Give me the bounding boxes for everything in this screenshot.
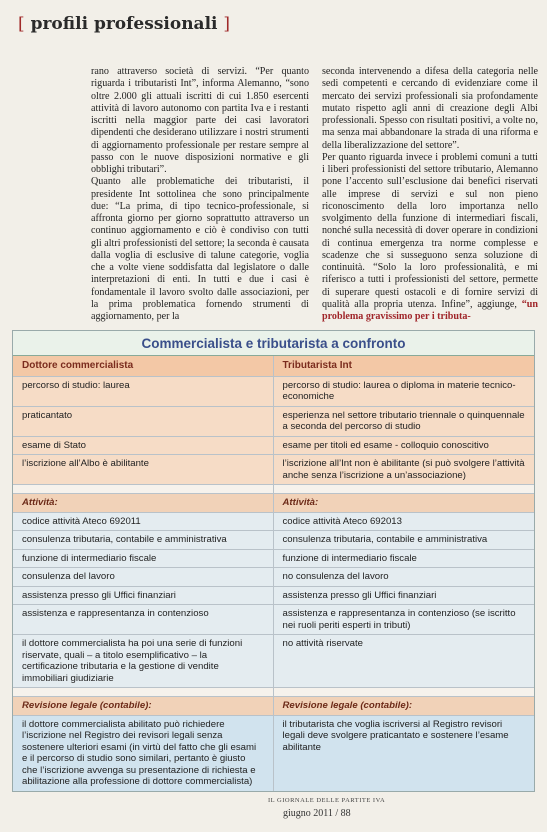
paragraph: Quanto alle problematiche dei tributaristi, il presidente Int sottolinea che sono principalmente due: “La prima, di tipo tecnico-professionale, si affronta giorno per giorno soprattutto attraverso un continuo aggiornamento e ciò è condiviso con tutti gli altri professionisti del settore; la seconda è causata dalla voglia di esclusive di talune categorie, voglia che a volte viene soddisfatta dal legislatore o dalle interpretazioni di enti. In tutti e due i casi è fondamentale il lavoro svolto dalle associazioni, per la prima problematica fornendo strumenti di aggiornamento, per la [91, 176, 309, 322]
section-title: profili professionali [30, 14, 218, 34]
table-row [13, 377, 534, 407]
table-row [13, 605, 534, 635]
table-row [13, 716, 534, 791]
table-cell: esame per titoli ed esame - colloquio conoscitivo [274, 437, 535, 455]
table-cell: consulenza tributaria, contabile e amministrativa [13, 531, 274, 549]
table-cell: codice attività Ateco 692013 [274, 513, 535, 531]
table-cell: esame di Stato [13, 437, 274, 455]
table-row [13, 550, 534, 569]
page-number: giugno 2011 / 88 [283, 808, 351, 819]
table-cell: l’iscrizione all’Albo è abilitante [13, 455, 274, 484]
table-cell: percorso di studio: laurea [13, 377, 274, 406]
table-row [13, 635, 534, 688]
table-header-row [13, 356, 534, 377]
table-row [13, 531, 534, 550]
paragraph: rano attraverso società di servizi. “Per quanto riguarda i tributaristi Int”, informa Alemanno, “sono oltre 2.000 gli attuali iscritti di cui 1.850 esercenti attività di lavoro autonomo con partita Iva e i restanti iscritti nella maggior parte dei casi lavoratori dipendenti che desiderano utilizzare i nostri strumenti di aggiornamento professionale per restare sempre al passo con le nuove disposizioni normative e gli obblighi tributari”. [91, 66, 309, 175]
spacer-cell [13, 485, 274, 493]
bracket-open: [ [18, 14, 25, 34]
table-row [13, 587, 534, 606]
table-cell: codice attività Ateco 692011 [13, 513, 274, 531]
section-label-attivita: Attività: [13, 494, 274, 512]
table-spacer [13, 688, 534, 697]
table-cell: assistenza presso gli Uffici finanziari [274, 587, 535, 605]
paragraph-text: Per quanto riguarda invece i problemi comuni a tutti i liberi professionisti del settore tributario, Alemanno pone l’accento sull’esclusione dai benefici riservati alle imprese di servizi e sul non pieno riconoscimento della loro importanza nello svolgimento della funzione di intermediari fiscali, nonché sulla necessità di dover operare in condizioni di continua emergenza tra norme complesse e scadenze che si susseguono senza soluzione di continuità. “Solo la loro professionalità, e mi riferisco a tutti i professionisti del settore, permette di superare questi ostacoli e di fornire servizi di qualità alla propria utenza. Infine”, aggiunge, [322, 151, 538, 310]
spacer-cell [13, 688, 274, 696]
table-cell: assistenza e rappresentanza in contenzioso [13, 605, 274, 634]
table-cell: consulenza tributaria, contabile e amministrativa [274, 531, 535, 549]
table-cell: il dottore commercialista abilitato può richiedere l’iscrizione nel Registro dei revisori legali senza sostenere ulteriori esami (in virtù del fatto che gli esami e il percorso di studio sono similari, pertanto è giusto che l’iscrizione avvenga su presentazione di richiesta e abilitazione alla professione di dottore commercialista) [13, 716, 274, 791]
table-cell: il dottore commercialista ha poi una serie di funzioni riservate, quali – a titolo esemplificativo – la certificazione tributaria e la gestione di vendite immobiliari giudiziarie [13, 635, 274, 687]
spacer-cell [274, 485, 535, 493]
section-label-attivita: Attività: [274, 494, 535, 512]
table-row [13, 455, 534, 485]
section-label-revisione: Revisione legale (contabile): [274, 697, 535, 715]
article-column-right [322, 66, 538, 323]
table-cell: assistenza e rappresentanza in contenzioso (se iscritto nei ruoli periti esperti in tributi) [274, 605, 535, 634]
table-cell: percorso di studio: laurea o diploma in materie tecnico-economiche [274, 377, 535, 406]
table-cell: assistenza presso gli Uffici finanziari [13, 587, 274, 605]
table-spacer [13, 485, 534, 494]
paragraph: seconda intervenendo a difesa della categoria nelle sedi competenti e cercando di evidenziare come il mercato dei servizi professionali sia profondamente mutato rispetto agli anni di creazione degli Albi professionali. Spesso con risultati positivi, a volte no, ma senza mai abbandonare la strada di una riforma e della liberalizzazione del settore”. [322, 66, 538, 151]
table-cell: l’iscrizione all’Int non è abilitante (si può svolgere l’attività anche senza l’iscrizione a un’associazione) [274, 455, 535, 484]
table-cell: funzione di intermediario fiscale [274, 550, 535, 568]
table-row [13, 513, 534, 532]
table-title: Commercialista e tributarista a confronto [13, 331, 534, 356]
paragraph [322, 152, 538, 324]
table-cell: funzione di intermediario fiscale [13, 550, 274, 568]
table-row [13, 437, 534, 456]
table-cell: no consulenza del lavoro [274, 568, 535, 586]
article-column-left [91, 66, 309, 323]
table-cell: esperienza nel settore tributario triennale o quinquennale a seconda del percorso di studio [274, 407, 535, 436]
table-cell: praticantato [13, 407, 274, 436]
bracket-close: ] [223, 14, 231, 34]
section-label-row [13, 697, 534, 716]
column-header-tributarista: Tributarista Int [274, 356, 535, 376]
column-header-commercialista: Dottore commercialista [13, 356, 274, 376]
publication-name: IL GIORNALE DELLE PARTITE IVA [268, 797, 386, 804]
section-label-revisione: Revisione legale (contabile): [13, 697, 274, 715]
comparison-table [12, 330, 535, 792]
table-row [13, 407, 534, 437]
spacer-cell [274, 688, 535, 696]
highlight-quote: “un problema gravissimo per i tributa- [322, 298, 538, 322]
table-cell: il tributarista che voglia iscriversi al Registro revisori legali deve svolgere praticantato e sostenere l’esame abilitante [274, 716, 535, 791]
section-header [18, 14, 230, 34]
table-cell: consulenza del lavoro [13, 568, 274, 586]
section-label-row [13, 494, 534, 513]
table-cell: no attività riservate [274, 635, 535, 687]
table-row [13, 568, 534, 587]
